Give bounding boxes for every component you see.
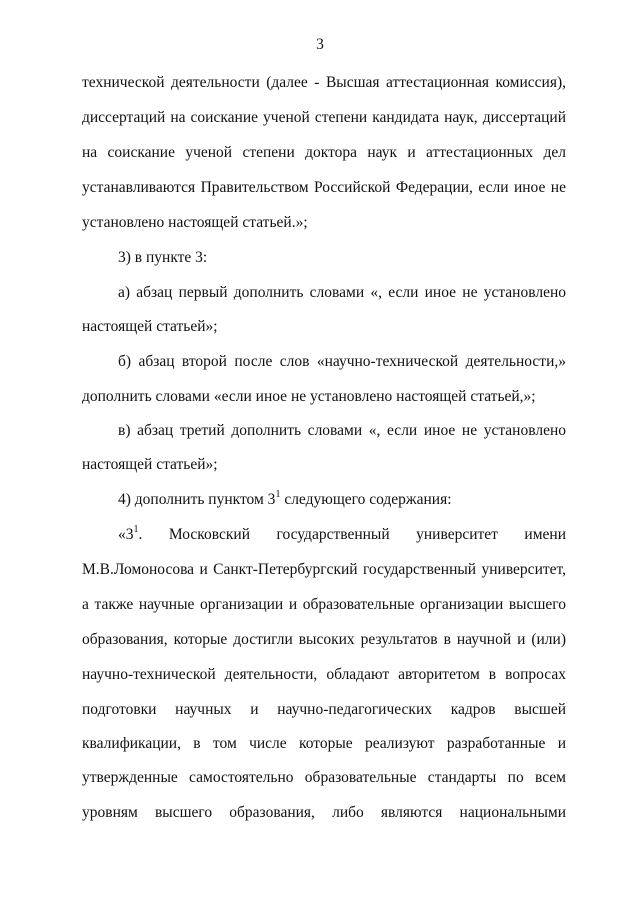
subpoint-heading: 3) в пункте 3: — [118, 249, 208, 266]
text-line: устанавливаются Правительством Российской Федерации, если иное не — [82, 179, 566, 196]
text-line: уровням высшего образования, либо являются национальными — [82, 804, 566, 821]
text-line: установлено настоящей статьей.»; — [82, 214, 308, 231]
text-line: а) абзац первый дополнить словами «, если иное не установлено — [118, 284, 566, 301]
text-line: технической деятельности (далее - Высшая аттестационная комиссия), — [82, 74, 566, 91]
text-line: в) абзац третий дополнить словами «, если иное не установлено — [118, 422, 566, 439]
page-number: 3 — [316, 36, 324, 53]
text-line: настоящей статьей»; — [82, 318, 218, 335]
text-line: на соискание ученой степени доктора наук и аттестационных дел — [82, 144, 566, 161]
text-line: а также научные организации и образовательные организации высшего — [82, 596, 566, 613]
text-line: настоящей статьей»; — [82, 456, 218, 473]
text-line: б) абзац второй после слов «научно-технической деятельности,» — [118, 353, 566, 370]
text-line: квалификации, в том числе которые реализуют разработанные и — [82, 735, 566, 752]
subpoint-heading: 4) дополнить пунктом $3^1$ следующего содержания: — [118, 488, 452, 508]
text-line: М.В.Ломоносова и Санкт-Петербургский государственный университет, — [82, 561, 566, 578]
text-line: образования, которые достигли высоких результатов в научной и (или) — [82, 631, 566, 648]
text-line: дополнить словами «если иное не установлено настоящей статьей,»; — [82, 388, 536, 405]
text-line: утвержденные самостоятельно образовательные стандарты по всем — [82, 769, 566, 786]
text-line: подготовки научных и научно-педагогических кадров высшей — [82, 701, 566, 718]
text-line: «$3^1$. Московский государственный университет имени — [118, 523, 566, 543]
text-line: диссертаций на соискание ученой степени кандидата наук, диссертаций — [82, 109, 566, 126]
text-line: научно-технической деятельности, обладают авторитетом в вопросах — [82, 666, 566, 683]
